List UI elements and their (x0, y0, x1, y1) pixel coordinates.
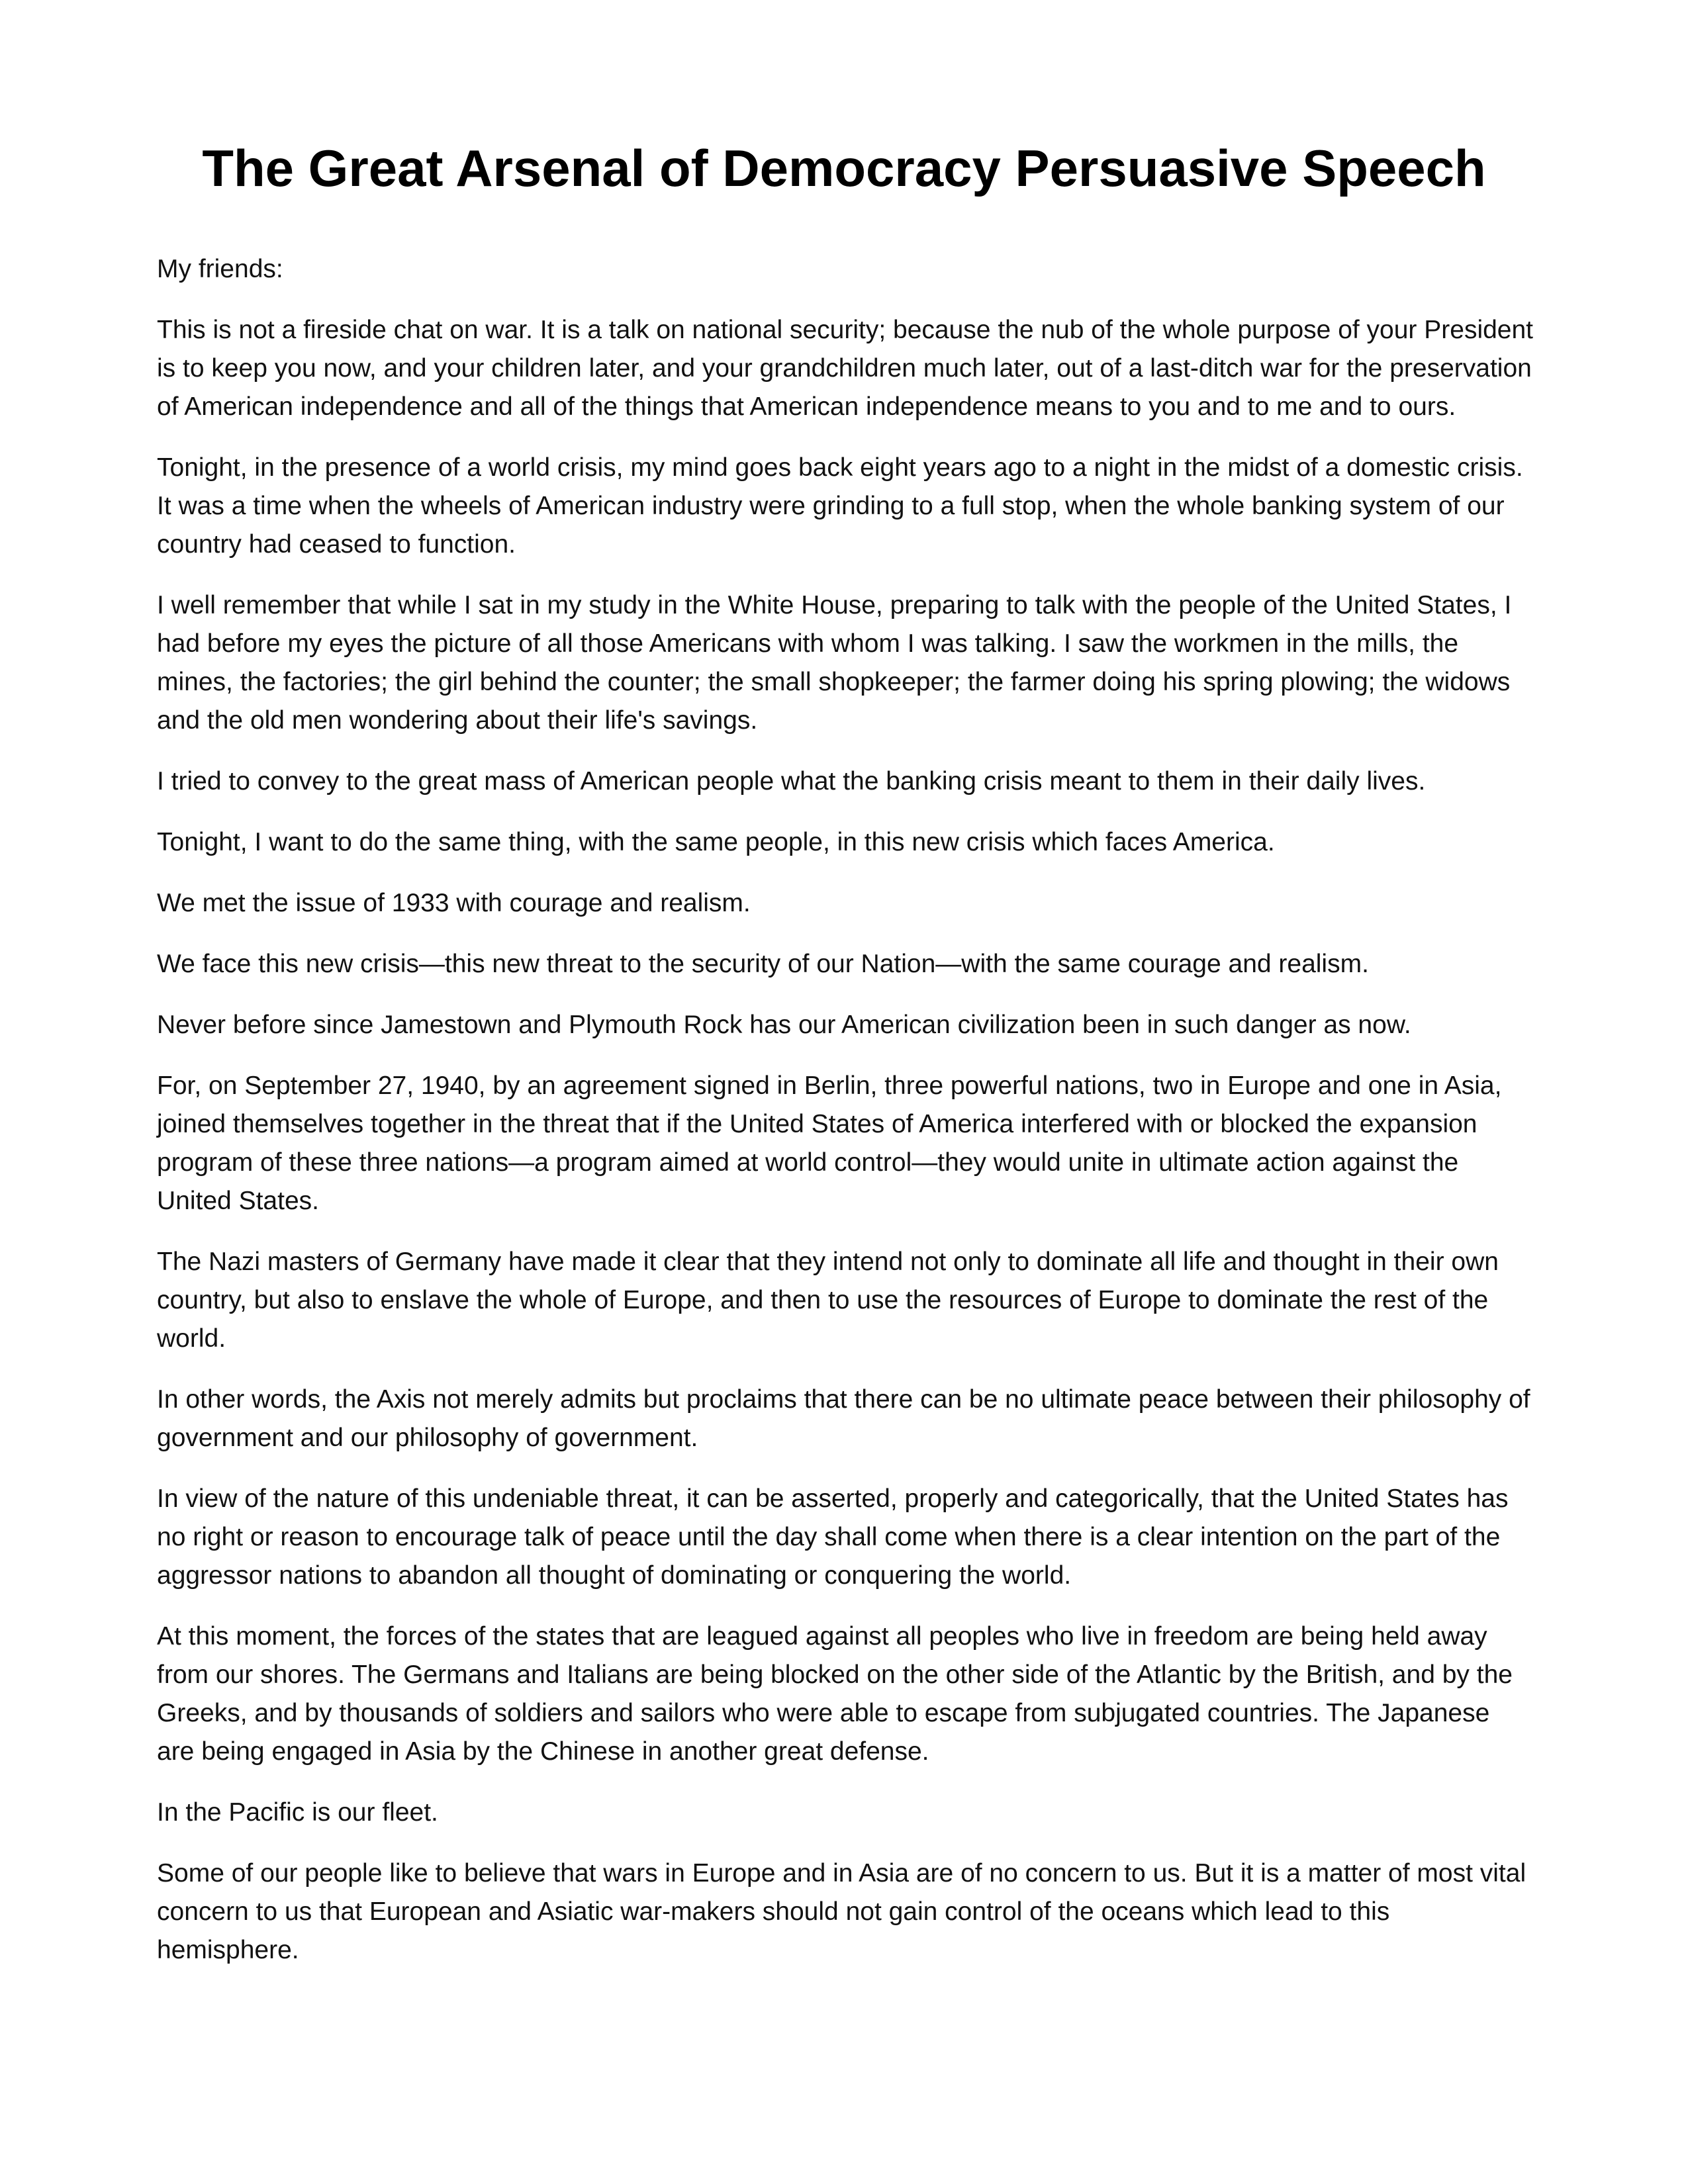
paragraph: For, on September 27, 1940, by an agreement signed in Berlin, three powerful nations, two in Europe and one in Asia, joined themselves together in the threat that if the United States of America interfered with or blocked the expansion program of these three nations—a program aimed at world control—they would unite in ultimate action against the United States. (157, 1071, 1502, 1215)
paragraph: At this moment, the forces of the states that are leagued against all peoples who live in freedom are being held away from our shores. The Germans and Italians are being blocked on the other side of the Atlantic by the British, and by the Greeks, and by thousands of soldiers and sailors who were able to escape from subjugated countries. The Japanese are being engaged in Asia by the Chinese in another great defense. (157, 1622, 1513, 1766)
document-title: The Great Arsenal of Democracy Persuasive Speech (202, 139, 1486, 197)
paragraph: In view of the nature of this undeniable threat, it can be asserted, properly and categorically, that the United States has no right or reason to encourage talk of peace until the day shall come when there is a clear intention on the part of the aggressor nations to abandon all thought of dominating or conquering the world. (157, 1484, 1509, 1590)
paragraph: Tonight, in the presence of a world crisis, my mind goes back eight years ago to a night in the midst of a domestic crisis. It was a time when the wheels of American industry were grinding to a full stop, when the whole banking system of our country had ceased to function. (157, 453, 1523, 559)
paragraph: Some of our people like to believe that wars in Europe and in Asia are of no concern to us. But it is a matter of most vital concern to us that European and Asiatic war-makers should not gain control of the oceans which lead to this hemisphere. (157, 1859, 1526, 1964)
paragraph: We face this new crisis—this new threat to the security of our Nation—with the same courage and realism. (157, 950, 1369, 978)
paragraph: In other words, the Axis not merely admits but proclaims that there can be no ultimate peace between their philosophy of government and our philosophy of government. (157, 1385, 1530, 1452)
paragraph: We met the issue of 1933 with courage and realism. (157, 889, 751, 917)
paragraph: In the Pacific is our fleet. (157, 1798, 438, 1827)
paragraph: Tonight, I want to do the same thing, with the same people, in this new crisis which faces America. (157, 828, 1275, 856)
paragraph: Never before since Jamestown and Plymouth Rock has our American civilization been in such danger as now. (157, 1011, 1411, 1039)
paragraph-salutation: My friends: (157, 255, 283, 283)
paragraph: I well remember that while I sat in my study in the White House, preparing to talk with the people of the United States, I had before my eyes the picture of all those Americans with whom I was talking. I saw the workmen in the mills, the mines, the factories; the girl behind the counter; the small shopkeeper; the farmer doing his spring plowing; the widows and the old men wondering about their life's savings. (157, 591, 1512, 735)
document-body (157, 250, 1534, 1992)
paragraph: The Nazi masters of Germany have made it clear that they intend not only to dominate all life and thought in their own country, but also to enslave the whole of Europe, and then to use the resources of Europe to dominate the rest of the world. (157, 1248, 1499, 1353)
paragraph: I tried to convey to the great mass of American people what the banking crisis meant to them in their daily lives. (157, 767, 1426, 796)
paragraph: This is not a fireside chat on war. It is a talk on national security; because the nub of the whole purpose of your President is to keep you now, and your children later, and your grandchildren much later, out of a last-ditch war for the preservation of American independence and all of the things that American independence means to you and to me and to ours. (157, 316, 1534, 421)
